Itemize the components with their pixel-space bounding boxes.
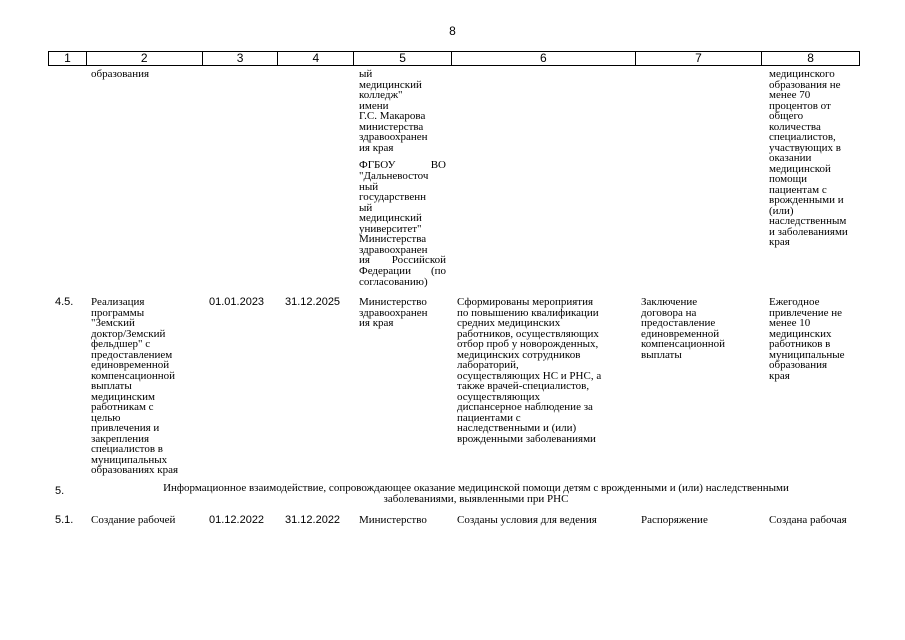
page-number: 8 (449, 24, 456, 38)
row-5-1-start-date: 01.12.2022 (209, 514, 265, 526)
row-5-1-number: 5.1. (55, 514, 74, 526)
row-4-5-name: Реализация программы "Земский доктор/Земский фельдшер" с предоставлением единовременной компенсационной выплаты медицинским работникам с целью привлечения и закрепления специалистов в муниципальных образованиях края (91, 296, 179, 476)
row-4-5-end-date: 31.12.2025 (285, 296, 341, 308)
row-5-1-end-date: 31.12.2022 (285, 514, 341, 526)
cont-col5-org2-line: ия Российской (359, 254, 446, 266)
header-col-4: 4 (278, 52, 354, 65)
header-col-6: 6 (452, 52, 636, 65)
row-4-5-executor: Министерство здравоохранен ия края (359, 296, 428, 329)
row-4-5-start-date: 01.01.2023 (209, 296, 265, 308)
row-5-1-name: Создание рабочей (91, 514, 176, 526)
row-4-5-indicator: Ежегодное привлечение не менее 10 медицинских работников в муниципальные образования края (769, 296, 845, 382)
row-4-5-document: Заключение договора на предоставление единовременной компенсационной выплаты (641, 296, 726, 361)
cont-col5-org2-line: Федерации (по (359, 265, 446, 277)
row-4-5-number: 4.5. (55, 296, 74, 308)
header-col-5: 5 (354, 52, 452, 65)
section-5-number: 5. (55, 485, 65, 497)
cont-col5-org2-line: согласованию) (359, 276, 428, 288)
cont-col5-org2-name: "Дальневосточ ный государственн ый медицинский университет" Министерства здравоохранен (359, 170, 429, 256)
section-5-title-line2: заболеваниями, выявленными при РНС (383, 493, 569, 505)
header-col-8: 8 (807, 51, 814, 65)
table-header-row (48, 51, 860, 66)
row-5-1-indicator: Создана рабочая (769, 514, 847, 526)
cont-col8-text: медицинского образования не менее 70 процентов от общего количества специалистов, участвующих в оказании медицинской помощи пациентам с врожденными и (или) наследственным и заболеваниями края (769, 68, 848, 248)
header-col-1: 1 (49, 52, 87, 65)
cont-col5-org1: ый медицинский колледж" имени Г.С. Макарова министерства здравоохранен ия края (359, 68, 428, 154)
row-5-1-result: Созданы условия для ведения (457, 514, 597, 526)
cont-col2-text: образования (91, 68, 150, 80)
header-col-3: 3 (203, 52, 279, 65)
header-col-2: 2 (87, 52, 203, 65)
header-col-7: 7 (636, 52, 763, 65)
row-5-1-document: Распоряжение (641, 514, 708, 526)
row-5-1-executor: Министерство (359, 514, 427, 526)
cont-col5-org2-abbr: ФГБОУ ВО (359, 159, 446, 171)
row-4-5-result: Сформированы мероприятия по повышению квалификации средних медицинских работников, осуществляющих отбор проб у новорожденных, медицинских сотрудников лабораторий, осуществляющих НС и РНС, а также врачей-специалистов, осуществляющих диспансерное наблюдение за пациентами с наследственными и (или) врожденными заболеваниями (457, 296, 602, 445)
section-5-title-line1: Информационное взаимодействие, сопровождающее оказание медицинской помощи детям с врожденными и (или) наследственными (163, 482, 789, 494)
